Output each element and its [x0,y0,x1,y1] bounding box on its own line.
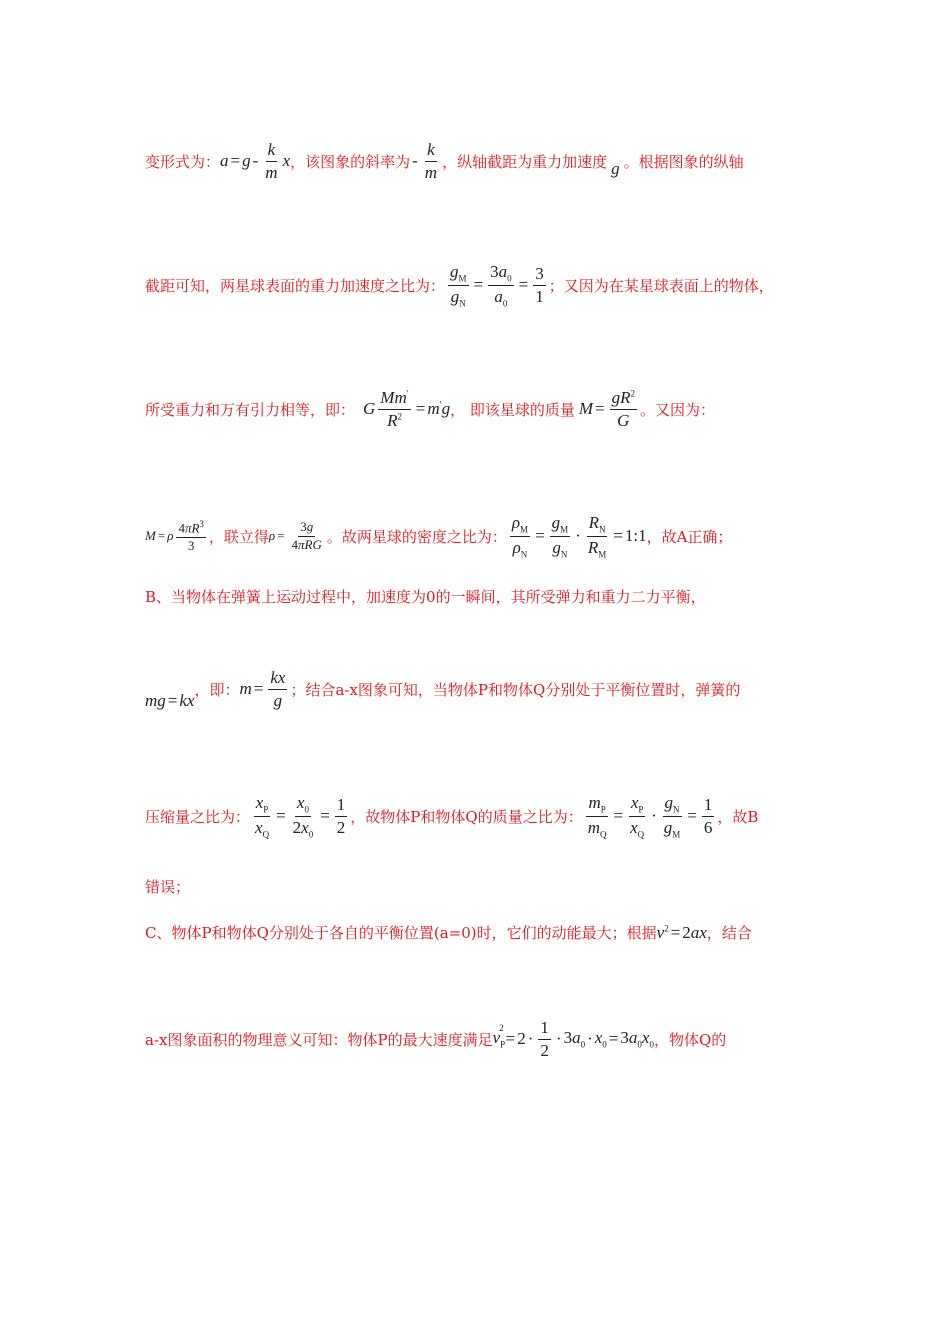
text-line-10: a-x图象面积的物理意义可知：物体P的最大速度满足 $v_P^2$ = 2 · $\frac{1}{2}$ · $3a_0$ · $x_0$ = $3a_0x_0$ ，物体Q的 [145,1018,727,1060]
fraction-kx-g: $\frac{kx}{g}$ [270,668,286,710]
fraction-3a0-a0: $\frac{3a_0}{a_0}$ [490,262,512,309]
fraction-1-6: $\frac{1}{6}$ [703,795,713,837]
text-line-9: C、物体P和物体Q分别处于各自的平衡位置(a=0)时，它们的动能最大；根据 $v^2$ = 2ax ，结合 [145,922,752,942]
fraction-density: $\frac{3g}{\text{4πRG}}$ [291,518,322,552]
fraction-gN-gM: $\frac{g_N}{g_M}$ [663,793,681,840]
text-line-1: 变形式为： a = g - $\frac{k}{m}$ x ，该图象的斜率为 - $\frac{k}{m}$ ，纵轴截距为重力加速度 g 。根据图象的纵轴 [145,140,744,182]
fraction-x0-2x0: $\frac{x_0}{2x_0}$ [292,793,314,840]
text-line-2: 截距可知，两星球表面的重力加速度之比为： $\frac{g_M}{g_N}$ = $\frac{3a_0}{a_0}$ = $\frac{3}{1}$ ；又因为在某星球表面上的物体， [145,262,774,309]
fraction-1-2: $\frac{1}{2}$ [336,795,346,837]
fraction-slope: $\frac{k}{m}$ [424,140,438,182]
fraction-gM-gN: $\frac{g_M}{g_N}$ [450,262,467,309]
fraction-gR2-G: $\frac{gR^2}{G}$ [611,388,635,430]
fraction-k-over-m: $\frac{k}{m}$ [265,140,278,182]
fraction-gM-gN-2: $\frac{g_M}{g_N}$ [551,513,569,560]
fraction-xP-xQ-2: $\frac{x_P}{x_Q}$ [630,793,645,840]
text-line-7: 压缩量之比为： $\frac{x_P}{x_Q}$ = $\frac{x_0}{2x_0}$ = $\frac{1}{2}$ ，故物体P和物体Q的质量之比为： $\frac{m_P}{m_Q}$ = $\frac{x_P}{x_Q}$ · $\frac{g_N}{g_M}$ = $\frac{1}{6}$ ，故B [145,793,759,840]
text-line-8: 错误； [145,878,191,896]
fraction-volume: $\frac{4\pi R^3}{3}$ [178,518,204,553]
formula-a-equals: a [220,151,229,171]
text-line-5: B、当物体在弹簧上运动过程中，加速度为0的一瞬间，其所受弹力和重力二力平衡， [145,588,706,606]
fraction-xP-xQ: $\frac{x_P}{x_Q}$ [255,793,270,840]
fraction-RN-RM: $\frac{R_N}{R_M}$ [587,513,607,560]
fraction-Mm-R2: $\frac{Mm'}{R^2}$ [380,388,409,430]
fraction-rhoM-rhoN: $\frac{\rho_M}{\rho_N}$ [511,513,529,560]
text-line-3: 所受重力和万有引力相等，即： G $\frac{Mm'}{R^2}$ = m′g ， 即该星球的质量 M = $\frac{gR^2}{G}$ 。又因为： [145,388,716,430]
fraction-mP-mQ: $\frac{m_P}{m_Q}$ [587,793,607,840]
fraction-1-2-b: $\frac{1}{2}$ [540,1018,549,1060]
text-line-4: M = ρ $\frac{4\pi R^3}{3}$ ，联立得 ρ = $\frac{3g}{\text{4πRG}}$ 。故两星球的密度之比为： $\frac{\rho_M}{\rho_N}$ = $\frac{g_M}{g_N}$ · $\frac{R_N}{R_M}$ = 1:1 ，故A正确； [145,513,733,560]
text-line-6: mg = kx ，即： m = $\frac{kx}{g}$ ；结合a-x图象可知，当物体P和物体Q分别处于平衡位置时，弹簧的 [145,668,741,711]
fraction-3-1: $\frac{3}{1}$ [535,264,544,306]
